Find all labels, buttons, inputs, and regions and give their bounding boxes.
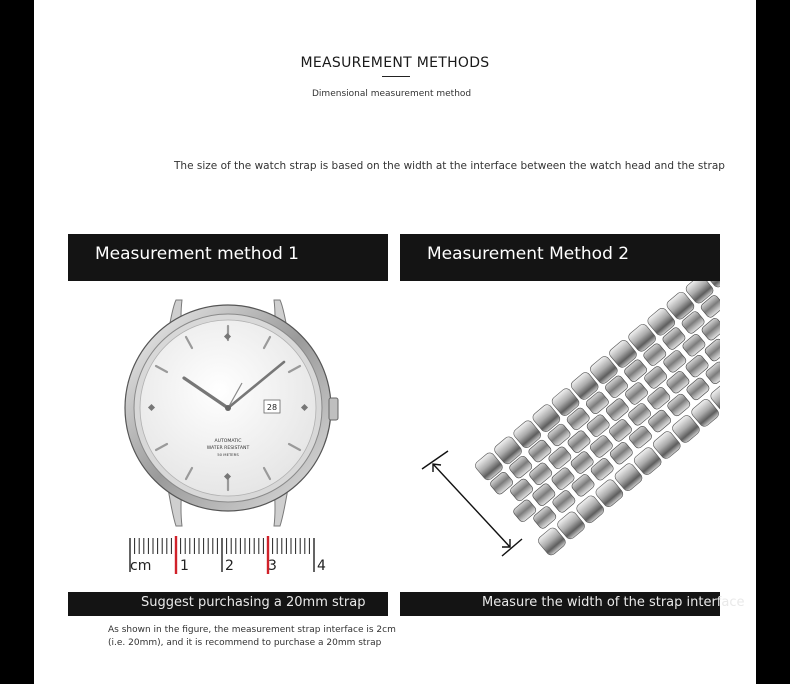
bracelet-links [473, 281, 720, 557]
bracelet-illustration [400, 281, 720, 581]
bracelet-link [704, 338, 720, 363]
title-underline [382, 76, 410, 77]
ruler-label-3: 3 [268, 558, 277, 574]
width-arrow [422, 451, 522, 556]
ruler-label-4: 4 [317, 558, 326, 574]
ruler [128, 536, 338, 576]
ruler-unit: cm [130, 558, 152, 574]
ruler-ticks [130, 536, 314, 574]
method1-heading: Measurement method 1 [95, 244, 299, 264]
dial-text-water: WATER RESISTANT [206, 446, 250, 451]
method1-heading-bar [68, 234, 388, 281]
method1-footer: Suggest purchasing a 20mm strap [141, 595, 366, 610]
method1-footer-bar [68, 592, 388, 616]
page [34, 0, 756, 684]
intro-text: The size of the watch strap is based on the width at the interface between the watch head and the strap [174, 160, 725, 172]
method1-note: As shown in the figure, the measurement strap interface is 2cm (i.e. 20mm), and it is recommend to purchase a 20mm strap [108, 625, 396, 648]
ruler-label-2: 2 [225, 558, 234, 574]
watch-illustration [124, 296, 339, 536]
hand-pivot [225, 405, 231, 411]
method2-footer: Measure the width of the strap interface [482, 595, 745, 610]
method2-heading: Measurement Method 2 [427, 244, 630, 264]
dial-text-automatic: AUTOMATIC [214, 439, 242, 444]
method2-heading-bar [400, 234, 720, 281]
ruler-label-1: 1 [180, 558, 189, 574]
method2-footer-bar [400, 592, 745, 616]
dial-text-meters: 50 METERS [217, 452, 239, 457]
date-value: 28 [266, 403, 278, 412]
watch-crown [329, 398, 338, 420]
page-title: MEASUREMENT METHODS [300, 55, 490, 71]
page-subtitle: Dimensional measurement method [312, 89, 472, 99]
